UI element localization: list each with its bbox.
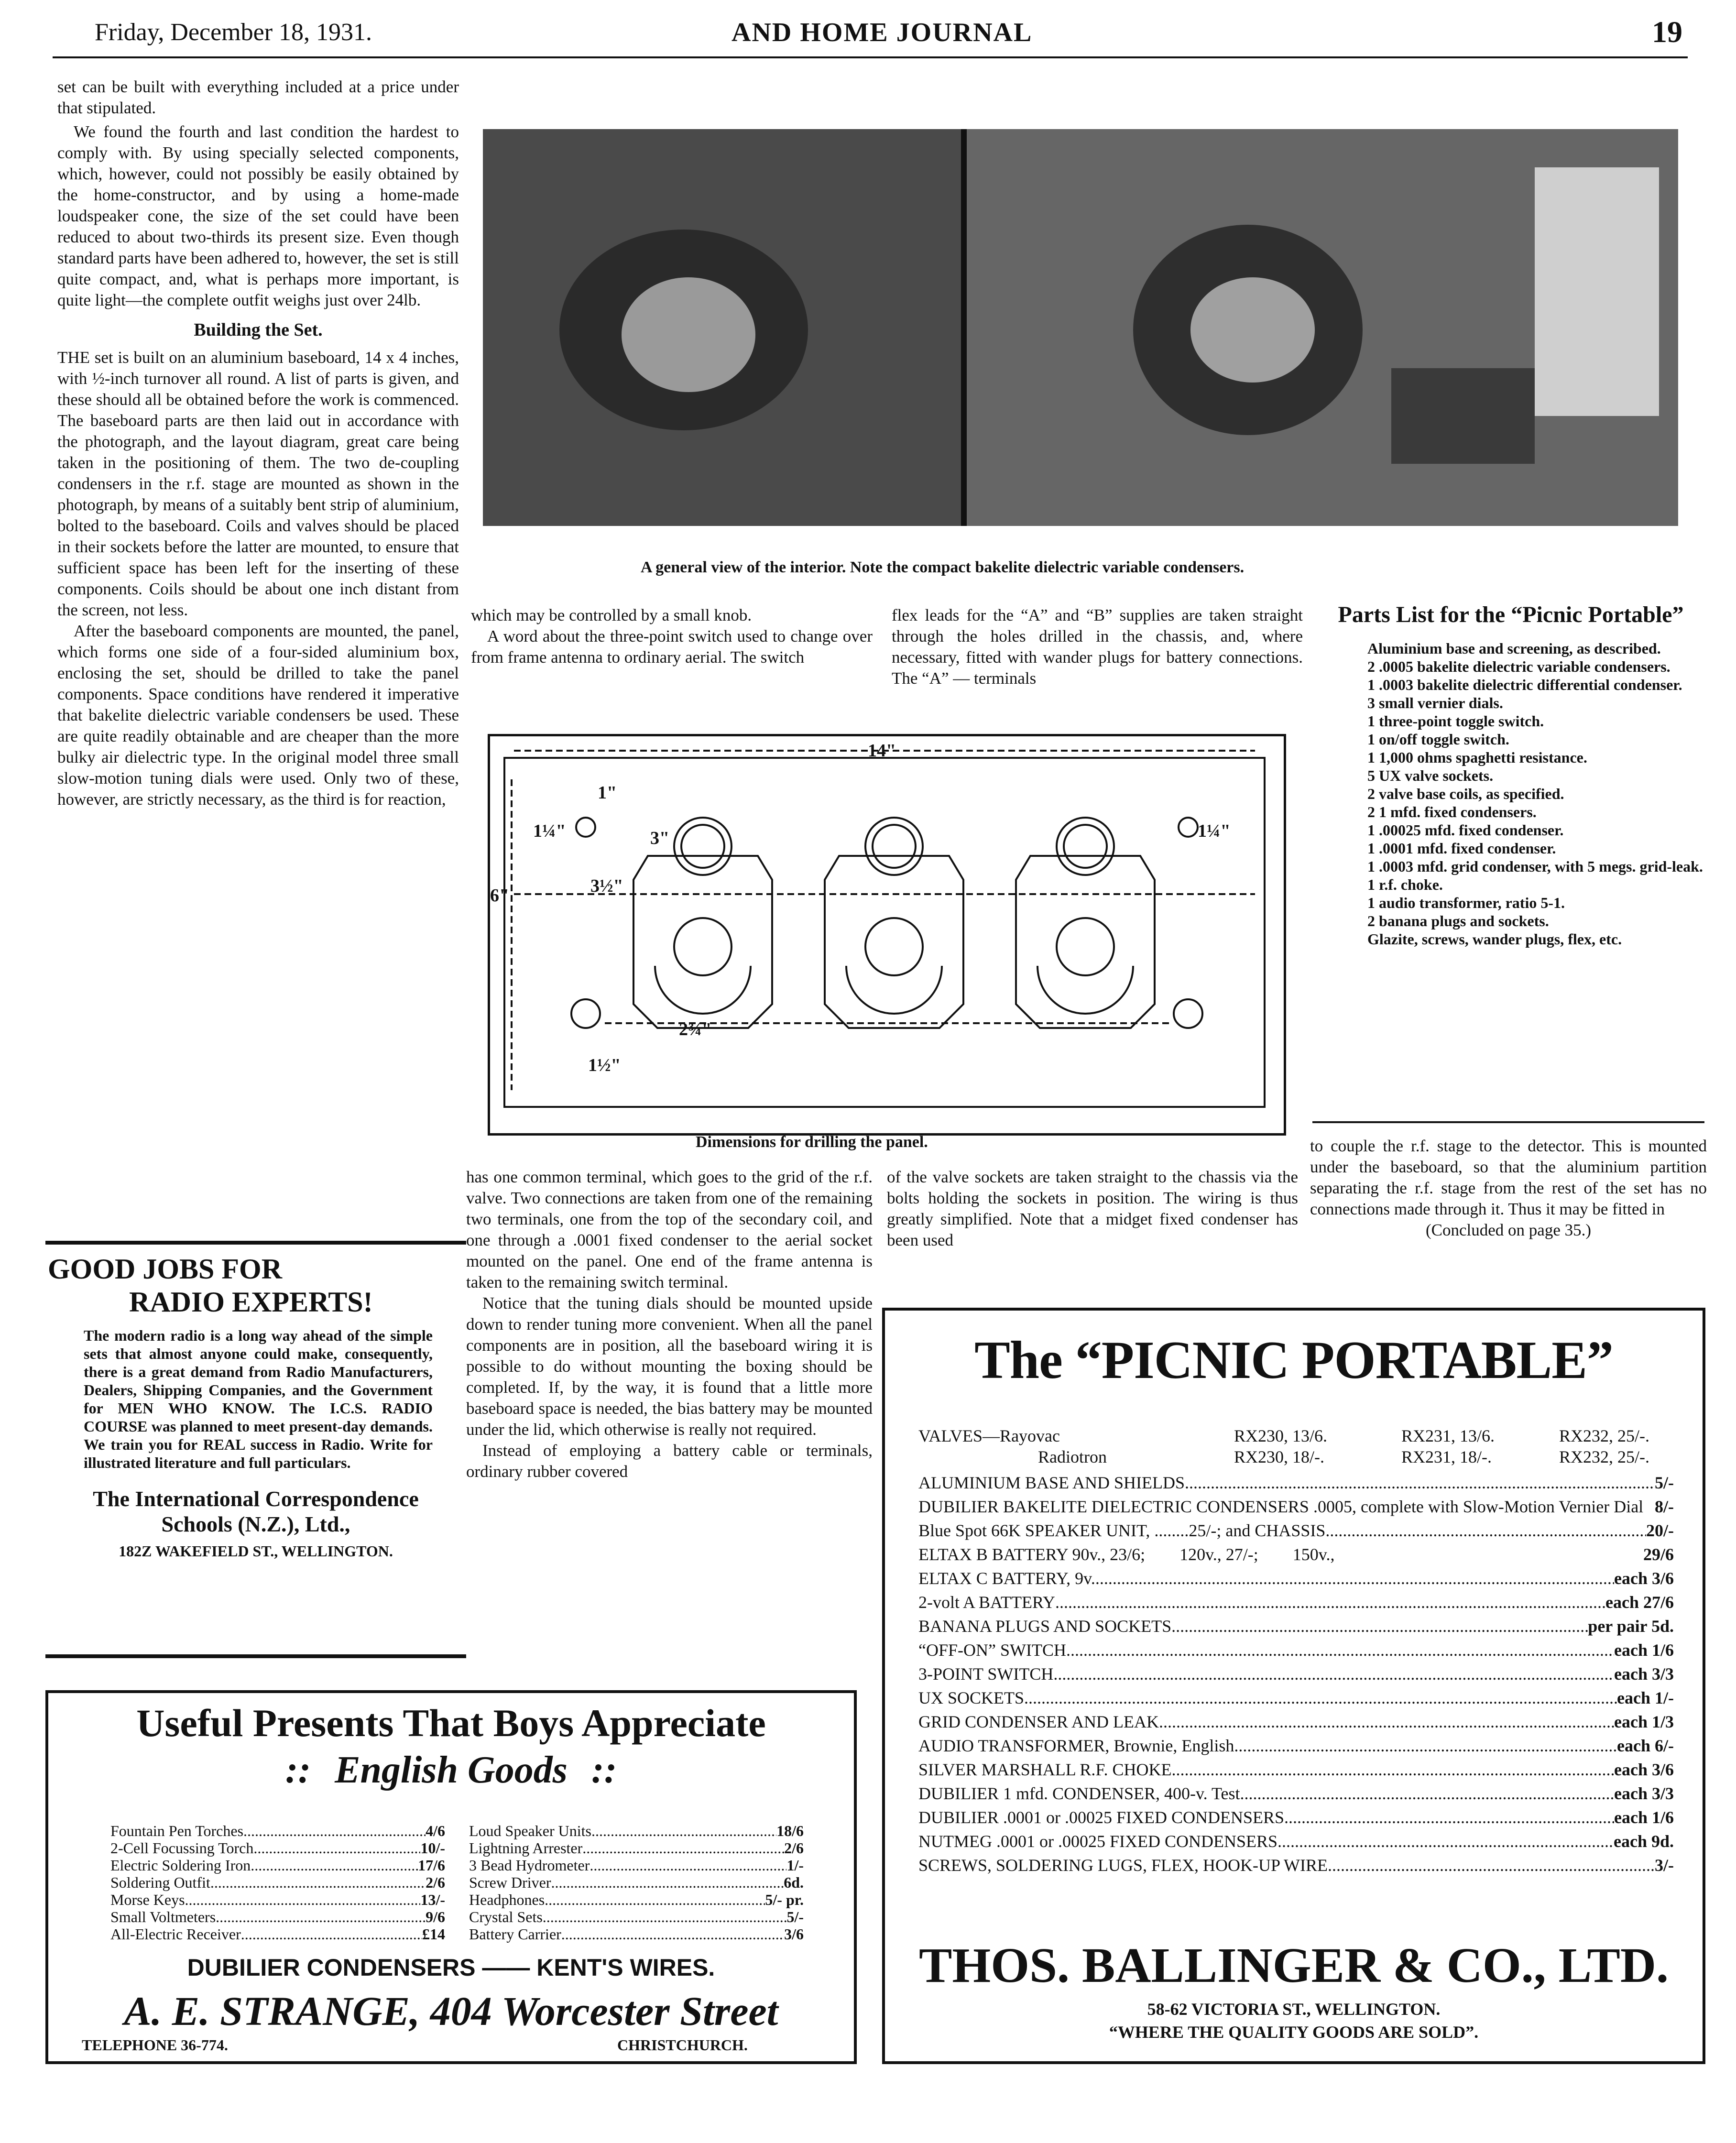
list-item: DUBILIER .0001 or .00025 FIXED CONDENSERS ..... each 1/6 — [918, 1805, 1674, 1829]
ad-rule-top — [45, 1241, 466, 1245]
list-item: 1 r.f. choke. — [1367, 876, 1443, 893]
page-number: 19 — [1652, 15, 1682, 49]
list-item: DUBILIER BAKELITE DIELECTRIC CONDENSERS .0005, complete with Slow-Motion Vernier Dial 8/- — [918, 1497, 1674, 1516]
list-item: 1 three-point toggle switch. — [1367, 712, 1544, 730]
strange-advertisement — [45, 1690, 857, 2064]
dim-label-2-75: 2¾" — [679, 1019, 712, 1039]
ad-firm-line-2: Schools (N.Z.), Ltd., — [161, 1512, 350, 1536]
parts-list-title: Parts List for the “Picnic Portable” — [1338, 602, 1684, 627]
ad-slogan: “WHERE THE QUALITY GOODS ARE SOLD”. — [1109, 2023, 1479, 2042]
paragraph: A word about the three-point switch used to change over from frame antenna to ordinary aerial. The switch — [471, 627, 873, 667]
list-item: Small Voltmeters ..... 9/6 — [110, 1908, 445, 1925]
panel-drilling-diagram — [488, 734, 1286, 1136]
list-item: Headphones ..... 5/- pr. — [469, 1891, 804, 1908]
list-item: Aluminium base and screening, as described. — [1367, 640, 1661, 657]
ad-subtitle-row — [48, 1749, 854, 1792]
dim-label-1: 1" — [598, 783, 617, 803]
paragraph: to couple the r.f. stage to the detector. This is mounted under the baseboard, so that the aluminium partition separating the r.f. stage from the rest of the set has no connections made through it. Thus it may be fitted in — [1310, 1137, 1707, 1218]
ad-city: CHRISTCHURCH. — [617, 2036, 748, 2054]
header-rule — [53, 56, 1688, 58]
paragraph: After the baseboard components are mounted, the panel, which forms one side of a four-sided aluminium box, enclosing the set, should be drilled to take the panel components. Space conditions have rendered it imperative that bakelite dielectric variable condensers be used. These are quite readily obtainable and are cheaper than the more bulky air dielectric type. In the original model three small slow-motion tuning dials were used. Only two of these, however, are strictly necessary, as the third is for reaction, — [57, 622, 459, 809]
ornament: :: — [591, 1749, 617, 1791]
photo-illustration — [483, 129, 1678, 526]
list-item: SCREWS, SOLDERING LUGS, FLEX, HOOK-UP WIRE ..... 3/- — [918, 1853, 1674, 1877]
list-item: Electric Soldering Iron ..... 17/6 — [110, 1857, 445, 1874]
running-header — [53, 14, 1692, 53]
list-item: 1 .00025 mfd. fixed condenser. — [1367, 821, 1564, 839]
paragraph: Notice that the tuning dials should be mounted upside down to render tuning more convenient. When all the panel components are in position, all the baseboard wiring it is possible to do without mounting the boxing should be completed. If, by the way, it is found that a little more baseboard space is needed, the bias battery may be mounted under the lid, which otherwise is really not required. — [466, 1294, 873, 1439]
ics-advertisement — [45, 1253, 466, 1650]
ad-rule-bottom — [45, 1654, 466, 1658]
valve-price: RX230, 13/6. — [1234, 1426, 1328, 1445]
valve-price: RX231, 18/-. — [1401, 1447, 1492, 1466]
ad-phone: TELEPHONE 36-774. — [82, 2036, 228, 2054]
article-column-3-top — [892, 605, 1303, 689]
ad-line: DUBILIER CONDENSERS —— KENT'S WIRES. — [187, 1954, 715, 1981]
list-item: “OFF-ON” SWITCH ..... each 1/6 — [918, 1638, 1674, 1662]
list-item: 1 audio transformer, ratio 5-1. — [1367, 894, 1565, 911]
list-item: 1 on/off toggle switch. — [1367, 731, 1509, 748]
article-column-2-top — [471, 605, 873, 668]
left-price-list — [110, 1822, 445, 1943]
list-item: 2-volt A BATTERY ..... each 27/6 — [918, 1590, 1674, 1614]
parts-items — [1315, 639, 1707, 948]
list-item: 2 valve base coils, as specified. — [1367, 785, 1564, 802]
list-item: 5 UX valve sockets. — [1367, 767, 1494, 784]
list-item: AUDIO TRANSFORMER, Brownie, English ..... each 6/- — [918, 1734, 1674, 1758]
ballinger-advertisement — [882, 1308, 1705, 2064]
list-item: 3-POINT SWITCH ..... each 3/3 — [918, 1662, 1674, 1686]
dim-label-height: 6" — [490, 886, 510, 906]
list-item: 2 1 mfd. fixed condensers. — [1367, 803, 1537, 820]
list-item: UX SOCKETS ..... each 1/- — [918, 1686, 1674, 1710]
paragraph: THE set is built on an aluminium baseboard, 14 x 4 inches, with ½-inch turnover all round. A list of parts is given, and these should all be obtained before the work is commenced. The baseboard parts are then laid out in accordance with the photograph, and the layout diagram, great care being taken in the positioning of them. The two de-coupling condensers in the r.f. stage are mounted as shown in the photograph, by means of a suitably bent strip of aluminium, bolted to the baseboard. Coils and valves should be placed in their sockets before the latter are mounted, to ensure that sufficient space has been left for the inserting of these components. Coils should be about one inch distant from the screen, not less. — [57, 348, 459, 619]
list-item: SILVER MARSHALL R.F. CHOKE ..... each 3/6 — [918, 1758, 1674, 1782]
ad-subtitle: English Goods — [335, 1749, 568, 1791]
list-item: 1 .0003 mfd. grid condenser, with 5 megs. grid-leak. — [1367, 858, 1703, 875]
list-item: NUTMEG .0001 or .00025 FIXED CONDENSERS ..... each 9d. — [918, 1829, 1674, 1853]
right-price-list — [469, 1822, 804, 1943]
list-item: DUBILIER 1 mfd. CONDENSER, 400-v. Test ..... each 3/3 — [918, 1782, 1674, 1805]
ad-firm-line-1: The International Correspondence — [93, 1487, 419, 1511]
list-item: 1 .0003 bakelite dielectric differential condenser. — [1367, 676, 1682, 693]
valve-price: RX230, 18/-. — [1234, 1447, 1324, 1466]
article-column-4-bottom — [1310, 1136, 1707, 1241]
ad-headline-1: GOOD JOBS FOR — [48, 1253, 283, 1285]
ad-body: The modern radio is a long way ahead of the simple sets that almost anyone could make, consequently, there is a great demand from Radio Manufacturers, Dealers, Shipping Companies, and the Government for MEN WHO KNOW. The I.C.S. RADIO COURSE was planned to meet present-day demands. We train you for REAL success in Radio. Write for illustrated literature and full particulars. — [84, 1327, 433, 1471]
photo-caption: A general view of the interior. Note the compact bakelite dielectric variable condensers. — [641, 558, 1245, 576]
list-item: 1 1,000 ohms spaghetti resistance. — [1367, 749, 1587, 766]
ad-address: 58-62 VICTORIA ST., WELLINGTON. — [1147, 2000, 1441, 2019]
list-item: 3 small vernier dials. — [1367, 694, 1503, 711]
dim-label-1-5: 1½" — [588, 1055, 621, 1075]
list-item: Glazite, screws, wander plugs, flex, etc. — [1367, 930, 1622, 948]
article-column-1 — [57, 77, 459, 810]
ad-title: Useful Presents That Boys Appreciate — [136, 1701, 766, 1745]
list-item: ELTAX C BATTERY, 9v. ..... each 3/6 — [918, 1566, 1674, 1590]
diagram-caption: Dimensions for drilling the panel. — [696, 1133, 928, 1151]
dim-label-1-25: 1¼" — [533, 821, 566, 841]
issue-date: Friday, December 18, 1931. — [95, 19, 372, 46]
article-column-3-bottom — [887, 1167, 1298, 1251]
subheading: Building the Set. — [194, 320, 323, 340]
valves-label: VALVES—Rayovac — [918, 1426, 1060, 1445]
valve-price: RX231, 13/6. — [1401, 1426, 1495, 1445]
valve-price: RX232, 25/-. — [1559, 1426, 1649, 1445]
paragraph: of the valve sockets are taken straight to the chassis via the bolts holding the sockets in position. The wiring is thus greatly simplified. Note that a midget fixed condenser has been used — [887, 1168, 1298, 1249]
ad-firm: THOS. BALLINGER & CO., LTD. — [918, 1938, 1669, 1993]
list-item: ALUMINIUM BASE AND SHIELDS ..... 5/- — [918, 1471, 1674, 1495]
list-item: 2 .0005 bakelite dielectric variable condensers. — [1367, 658, 1670, 675]
continued-note: (Concluded on page 35.) — [1425, 1221, 1592, 1239]
price-list — [918, 1471, 1674, 1877]
list-item: Soldering Outfit ..... 2/6 — [110, 1874, 445, 1891]
journal-title: AND HOME JOURNAL — [732, 18, 1033, 47]
article-column-2-bottom — [466, 1167, 873, 1482]
paragraph: We found the fourth and last condition the hardest to comply with. By using specially selected components, which, however, could not possibly be easily obtained by the home-constructor, and by using a home-made loudspeaker cone, the size of the set could have been reduced to about two-thirds its present size. Even though standard parts have been adhered to, however, the set is still quite compact, and, what is perhaps more important, is quite light—the complete outfit weighs just over 24lb. — [57, 122, 459, 309]
list-item: Morse Keys ..... 13/- — [110, 1891, 445, 1908]
ad-title: The “PICNIC PORTABLE” — [974, 1331, 1613, 1390]
list-item: All-Electric Receiver ..... £14 — [110, 1925, 445, 1943]
valves-row-2 — [918, 1446, 1683, 1467]
list-item: 2-Cell Focussing Torch ..... 10/- — [110, 1839, 445, 1857]
list-item: GRID CONDENSER AND LEAK ..... each 1/3 — [918, 1710, 1674, 1734]
ad-address: 182Z WAKEFIELD ST., WELLINGTON. — [119, 1542, 393, 1560]
list-item: 3 Bead Hydrometer ..... 1/- — [469, 1857, 804, 1874]
dim-label-3: 3" — [650, 828, 670, 848]
drilling-diagram-svg — [490, 736, 1279, 1128]
valves-row-1 — [918, 1425, 1683, 1446]
list-item: Crystal Sets ..... 5/- — [469, 1908, 804, 1925]
list-item: 1 .0001 mfd. fixed condenser. — [1367, 840, 1556, 857]
list-item: Loud Speaker Units ..... 18/6 — [469, 1822, 804, 1839]
list-item: BANANA PLUGS AND SOCKETS ..... per pair 5d. — [918, 1614, 1674, 1638]
list-item: ELTAX B BATTERY 90v., 23/6; 120v., 27/-; 150v., 29/6 — [918, 1545, 1674, 1564]
ad-firm: A. E. STRANGE, 404 Worcester Street — [124, 1988, 778, 2034]
dim-label-width: 14" — [868, 741, 896, 761]
paragraph: flex leads for the “A” and “B” supplies are taken straight through the holes drilled in the chassis, and, where necessary, fitted with wander plugs for battery connections. The “A” — terminals — [892, 606, 1303, 688]
valves-label: Radiotron — [1038, 1447, 1107, 1466]
list-item: Battery Carrier ..... 3/6 — [469, 1925, 804, 1943]
list-item: Lightning Arrester ..... 2/6 — [469, 1839, 804, 1857]
list-item: Blue Spot 66K SPEAKER UNIT, ........25/-; and CHASSIS ..... 20/- — [918, 1519, 1674, 1542]
paragraph: which may be controlled by a small knob. — [471, 606, 752, 624]
valve-price: RX232, 25/-. — [1559, 1447, 1649, 1466]
parts-list — [1315, 600, 1707, 948]
ornament: :: — [285, 1749, 311, 1791]
list-item: 2 banana plugs and sockets. — [1367, 912, 1549, 929]
list-item: Fountain Pen Torches ..... 4/6 — [110, 1822, 445, 1839]
paragraph: Instead of employing a battery cable or terminals, ordinary rubber covered — [466, 1441, 873, 1481]
list-item: Screw Driver ..... 6d. — [469, 1874, 804, 1891]
ad-headline-2: RADIO EXPERTS! — [129, 1286, 373, 1318]
dim-label-3-5: 3½" — [590, 876, 623, 896]
interior-photograph — [483, 129, 1678, 526]
parts-list-rule — [1312, 1121, 1704, 1123]
dim-label-1-25b: 1¼" — [1198, 821, 1231, 841]
paragraph: has one common terminal, which goes to the grid of the r.f. valve. Two connections are taken from one of the remaining two terminals, one from the top of the secondary coil, and one through a .0001 fixed condenser to the aerial socket mounted on the panel. One end of the frame antenna is taken to the remaining switch terminal. — [466, 1168, 873, 1291]
paragraph: set can be built with everything included at a price under that stipulated. — [57, 77, 459, 117]
